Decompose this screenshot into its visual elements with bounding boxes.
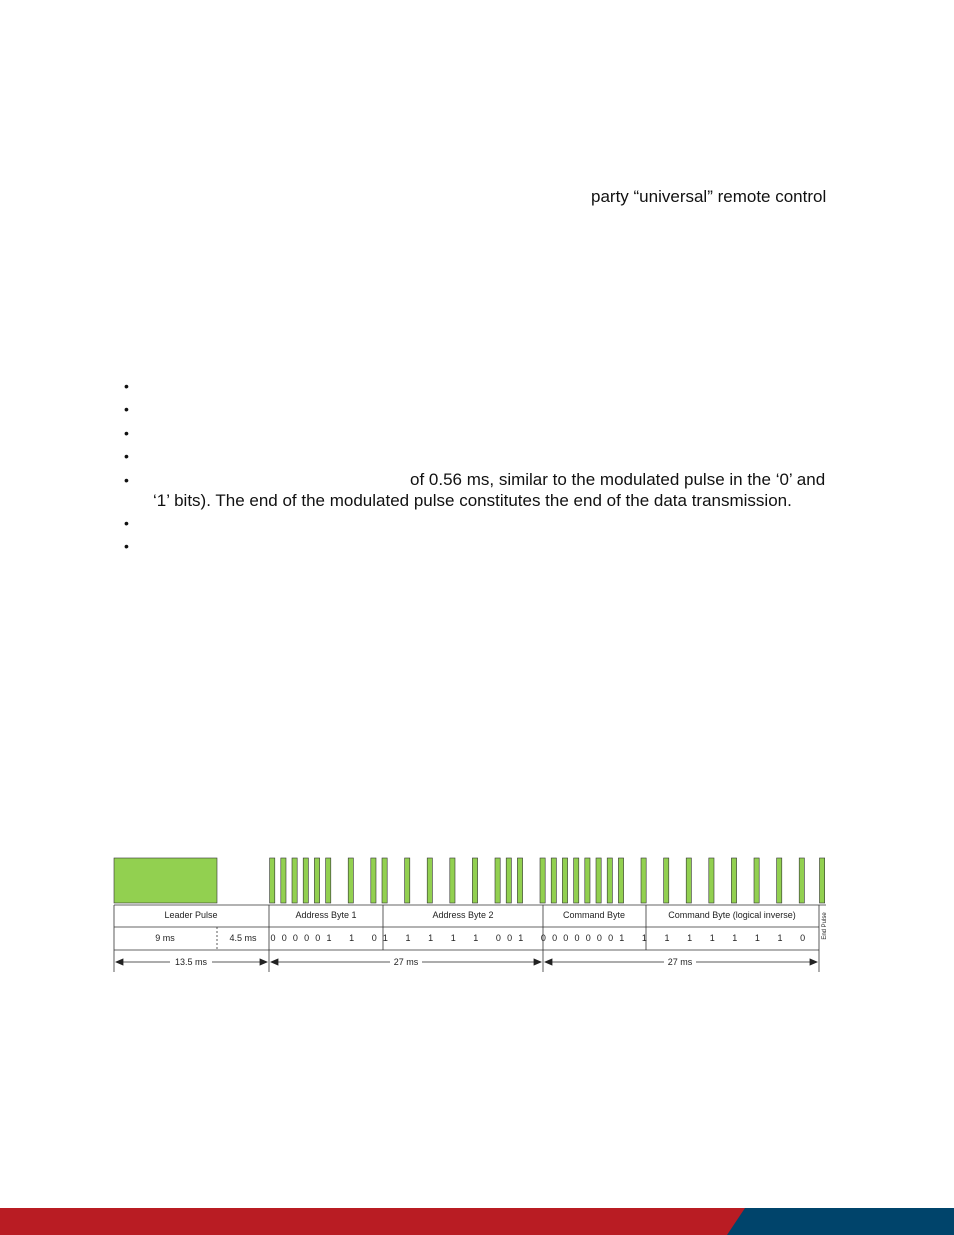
pulse-train — [114, 858, 825, 903]
address-byte-2-bit-3: 1 — [450, 933, 456, 943]
command-byte-pulse-5 — [596, 858, 601, 903]
command-byte-bit-0: 0 — [540, 933, 546, 943]
label-address-byte-2: Address Byte 2 — [432, 910, 494, 920]
address-byte-2-bit-6: 0 — [507, 933, 513, 943]
address-byte-2-pulse-0 — [382, 858, 387, 903]
bullet-3: • — [124, 425, 129, 441]
address-byte-2-pulse-7 — [517, 858, 522, 903]
address-byte-2-bit-0: 1 — [382, 933, 388, 943]
address-byte-1-pulse-7 — [371, 858, 376, 903]
address-byte-1-bit-2: 0 — [292, 933, 298, 943]
command-byte-inverse-bit-6: 1 — [777, 933, 783, 943]
label-command-byte-inverse: Command Byte (logical inverse) — [668, 910, 796, 920]
command-byte-bit-2: 0 — [563, 933, 569, 943]
address-byte-1-pulse-0 — [270, 858, 275, 903]
command-byte-pulse-3 — [574, 858, 579, 903]
address-byte-2-bit-5: 0 — [495, 933, 501, 943]
command-byte-pulse-2 — [562, 858, 567, 903]
address-byte-1-pulse-1 — [281, 858, 286, 903]
footer-bar-slant — [727, 1208, 745, 1235]
command-byte-bit-6: 0 — [608, 933, 614, 943]
command-byte-bit-3: 0 — [574, 933, 580, 943]
address-byte-1-bit-1: 0 — [281, 933, 287, 943]
bullet-5-line-2: ‘1’ bits). The end of the modulated pulse constitutes the end of the data transmission. — [153, 491, 792, 510]
command-byte-inverse-bit-5: 1 — [754, 933, 760, 943]
bit-values — [270, 933, 805, 943]
bullet-2: • — [124, 401, 129, 417]
label-command-byte: Command Byte — [562, 910, 626, 920]
address-byte-2-pulse-6 — [506, 858, 511, 903]
command-byte-inverse-bit-0: 1 — [641, 933, 647, 943]
bullet-7: • — [124, 538, 129, 554]
leader-space-duration: 4.5 ms — [229, 933, 257, 943]
address-byte-1-pulse-2 — [292, 858, 297, 903]
address-byte-2-pulse-2 — [427, 858, 432, 903]
command-byte-inverse-pulse-1 — [664, 858, 669, 903]
command-byte-inverse-bit-1: 1 — [664, 933, 670, 943]
command-byte-pulse-7 — [618, 858, 623, 903]
nec-timing-diagram — [110, 850, 832, 976]
address-byte-1-bit-6: 1 — [349, 933, 355, 943]
command-byte-inverse-pulse-2 — [686, 858, 691, 903]
address-byte-2-bit-1: 1 — [405, 933, 411, 943]
address-byte-1-bit-3: 0 — [304, 933, 310, 943]
address-byte-2-pulse-4 — [472, 858, 477, 903]
address-byte-2-pulse-5 — [495, 858, 500, 903]
bullet-5-line-1: of 0.56 ms, similar to the modulated pulse in the ‘0’ and — [410, 470, 826, 489]
address-byte-1-bit-7: 0 — [371, 933, 377, 943]
address-byte-1-bit-5: 1 — [326, 933, 332, 943]
bullet-6: • — [124, 515, 129, 531]
address-byte-1-bit-4: 0 — [315, 933, 321, 943]
command-byte-inverse-pulse-6 — [777, 858, 782, 903]
duration-leader: 13.5 ms — [174, 957, 208, 967]
command-byte-inverse-pulse-5 — [754, 858, 759, 903]
command-byte-inverse-bit-3: 1 — [709, 933, 715, 943]
command-byte-pulse-1 — [551, 858, 556, 903]
command-byte-pulse-0 — [540, 858, 545, 903]
command-byte-inverse-bit-2: 1 — [687, 933, 693, 943]
command-byte-pulse-6 — [607, 858, 612, 903]
address-byte-2-bit-4: 1 — [473, 933, 479, 943]
address-byte-1-pulse-5 — [326, 858, 331, 903]
duration-address: 27 ms — [393, 957, 419, 967]
label-end-pulse: End Pulse — [822, 912, 828, 940]
bullet-5: • — [124, 472, 129, 488]
duration-arrows — [116, 959, 817, 965]
label-address-byte-1: Address Byte 1 — [295, 910, 357, 920]
command-byte-pulse-4 — [585, 858, 590, 903]
address-byte-1-bit-0: 0 — [270, 933, 276, 943]
command-byte-inverse-pulse-3 — [709, 858, 714, 903]
intro-text-fragment: party “universal” remote control — [591, 187, 827, 206]
address-byte-1-pulse-3 — [303, 858, 308, 903]
address-byte-1-pulse-6 — [348, 858, 353, 903]
end-pulse — [820, 858, 825, 903]
command-byte-bit-1: 0 — [552, 933, 558, 943]
duration-command: 27 ms — [667, 957, 693, 967]
address-byte-2-bit-2: 1 — [428, 933, 434, 943]
address-byte-2-pulse-3 — [450, 858, 455, 903]
leader-mark-duration: 9 ms — [155, 933, 175, 943]
footer-bar-blue — [745, 1208, 954, 1235]
bullet-4: • — [124, 448, 129, 464]
command-byte-inverse-bit-4: 1 — [732, 933, 738, 943]
label-leader-pulse: Leader Pulse — [164, 910, 218, 920]
command-byte-inverse-bit-7: 0 — [800, 933, 806, 943]
command-byte-inverse-pulse-7 — [799, 858, 804, 903]
address-byte-2-bit-7: 1 — [518, 933, 524, 943]
command-byte-bit-4: 0 — [585, 933, 591, 943]
address-byte-2-pulse-1 — [405, 858, 410, 903]
command-byte-bit-7: 1 — [619, 933, 625, 943]
address-byte-1-pulse-4 — [314, 858, 319, 903]
leader-pulse — [114, 858, 217, 903]
bullet-1: • — [124, 378, 129, 394]
command-byte-bit-5: 0 — [596, 933, 602, 943]
command-byte-inverse-pulse-0 — [641, 858, 646, 903]
command-byte-inverse-pulse-4 — [731, 858, 736, 903]
